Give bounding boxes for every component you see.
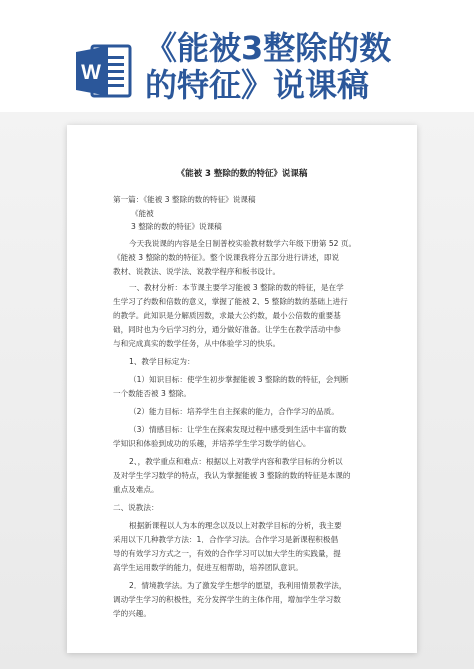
document-line: 3 整除的数的特征》说课稿 [131,222,222,231]
document-line: （1）知识目标：使学生初步掌握能被 3 整除的数的特征，会判断 [129,375,349,384]
document-line: 与和完成真实的数学任务，从中体验学习的快乐。 [113,339,281,348]
document-line: 《能被 3 整除的数的特征》。整个说课我将分五部分进行讲述，即说 [113,253,340,262]
document-line: 学的兴趣。 [113,609,151,618]
document-line: （2）能力目标：培养学生自主探索的能力，合作学习的品质。 [129,407,339,416]
word-icon-letter: W [81,61,101,84]
document-line: （3）情感目标：让学生在探索发现过程中感受到生活中丰富的数 [129,425,347,434]
hero-banner [0,0,474,112]
document-line: 础，同时也为今后学习约分，通分做好准备。让学生在教学活动中参 [113,325,341,334]
document-line: 高学生运用数学的能力，促进互相帮助，培养团队意识。 [113,563,303,572]
document-line: 第一篇：《能被 3 整除的数的特征》说课稿 [113,195,256,204]
hero-title: 《能被3整除的数 的特征》说课稿 [145,29,392,104]
document-line: 的教学。此知识是分解质因数，求最大公约数，最小公倍数的重要基 [113,311,341,320]
document-line: 《能被 [131,209,154,218]
document-line: 1、教学目标定为： [129,357,195,366]
document-line: 2、，教学重点和难点：根据以上对教学内容和教学目标的分析以 [129,457,343,466]
document-line: 及对学生学习数学的特点，我认为掌握能被 3 整除的数的特征是本课的 [113,471,351,480]
document-line: 重点及难点。 [113,485,159,494]
document-line: 生学习了约数和倍数的意义，掌握了能被 2、5 整除的数的基础上进行 [113,297,348,306]
document-line: 今天我说课的内容是全日制普校实验教材数学六年级下册第 52 页。 [129,239,357,248]
document-page [67,125,417,653]
word-icon [74,42,132,100]
document-line: 采用以下几种教学方法：1．合作学习法。合作学习是新课程积极倡 [113,535,339,544]
document-line: 一、教材分析：本节课主要学习能被 3 整除的数的特征，是在学 [129,283,344,292]
document-title: 《能被 3 整除的数的特征》说课稿 [176,169,308,179]
document-line: 二、说教法： [113,503,159,512]
document-line: 一个数能否被 3 整除。 [113,389,192,398]
document-line: 根据新课程以人为本的理念以及以上对教学目标的分析，我主要 [129,521,342,530]
document-line: 调动学生学习的积极性，充分发挥学生的主体作用，增加学生学习数 [113,595,341,604]
document-line: 2．情境教学法。为了激发学生想学的愿望，我利用情景教学法， [129,581,347,590]
document-line: 学知识和体验到成功的乐趣，并培养学生学习数学的信心。 [113,439,311,448]
document-line: 导的有效学习方式之一，有效的合作学习可以加大学生的实践量，提 [113,549,341,558]
document-line: 教材、说教法、说学法、说教学程序和板书设计。 [113,267,281,276]
